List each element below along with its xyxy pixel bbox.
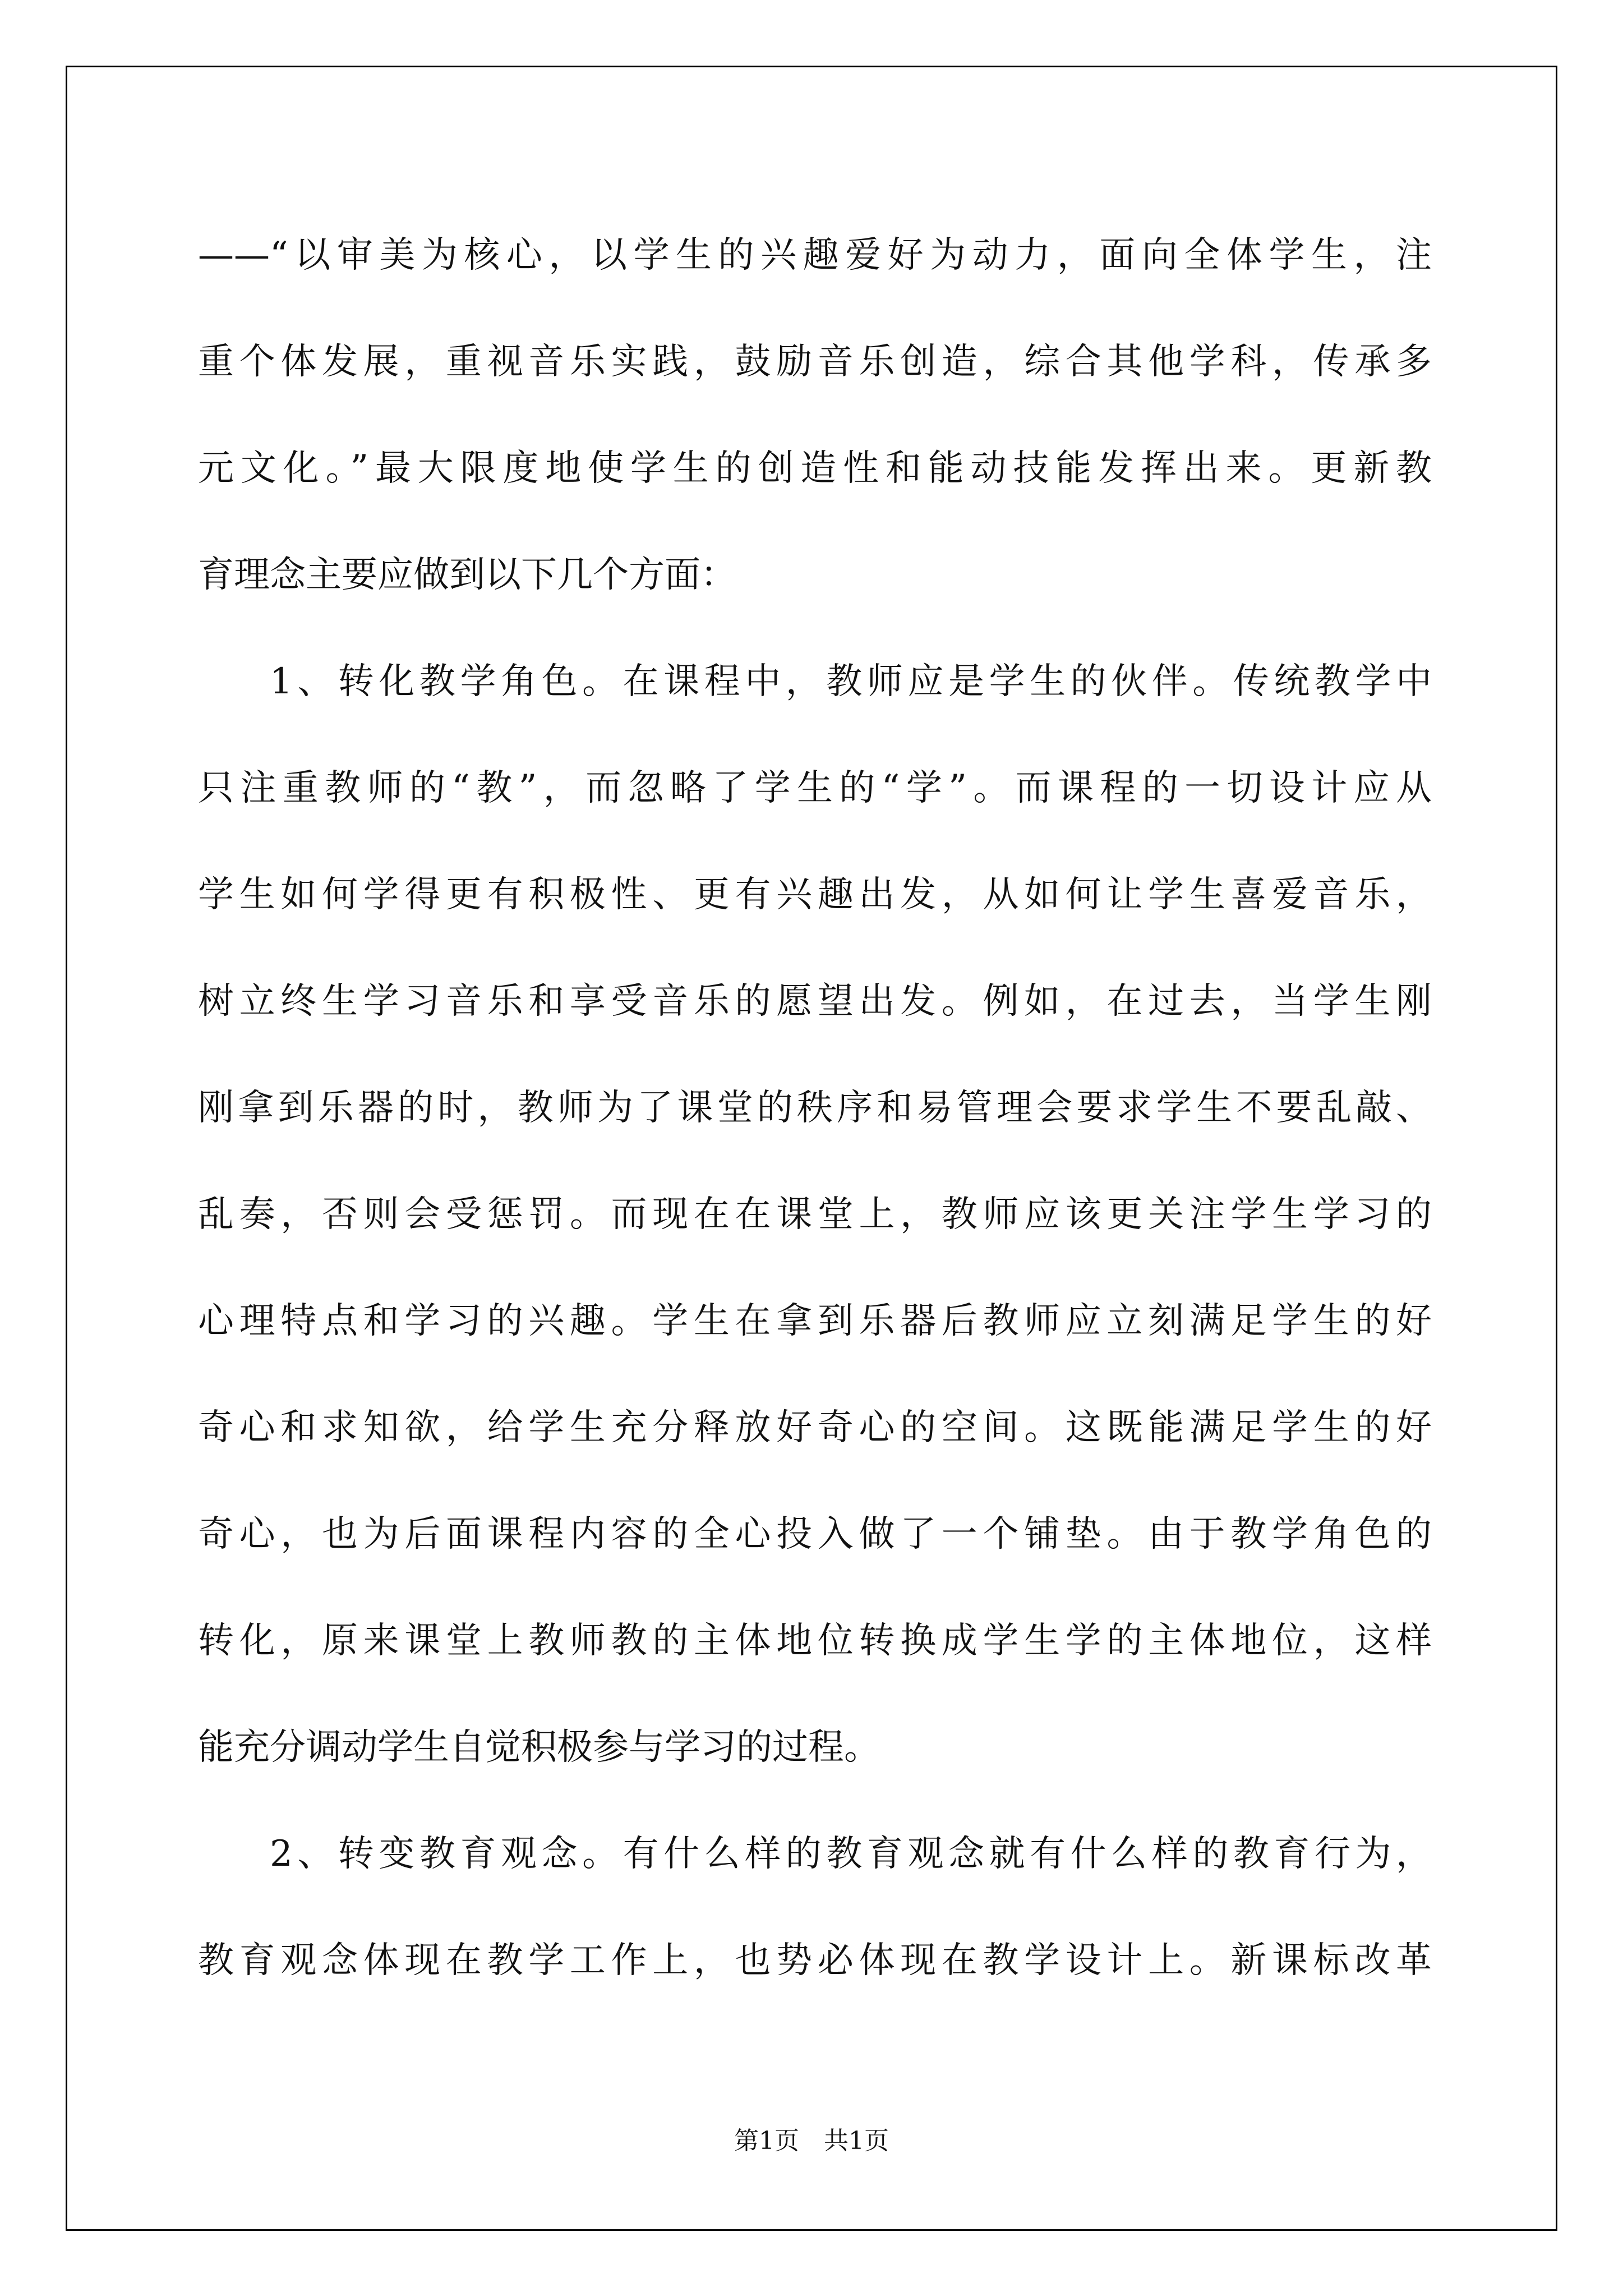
text-line: 刚拿到乐器的时，教师为了课堂的秩序和易管理会要求学生不要乱敲、 <box>198 1087 1432 1129</box>
paragraph-start-line: 2、转变教育观念。有什么样的教育观念就有什么样的教育行为， <box>270 1833 1432 1875</box>
text-line: ——“以审美为核心，以学生的兴趣爱好为动力，面向全体学生，注 <box>198 234 1432 276</box>
document-body <box>198 213 1432 2025</box>
text-line: 育理念主要应做到以下几个方面： <box>198 554 736 596</box>
text-line: 元文化。”最大限度地使学生的创造性和能动技能发挥出来。更新教 <box>198 448 1432 489</box>
paragraph-start-line: 1、转化教学角色。在课程中，教师应是学生的伙伴。传统教学中 <box>270 661 1432 702</box>
page-footer: 第1页 共1页 <box>734 2127 889 2155</box>
text-line: 奇心和求知欲，给学生充分释放好奇心的空间。这既能满足学生的好 <box>198 1407 1432 1448</box>
text-line: 树立终生学习音乐和享受音乐的愿望出发。例如，在过去，当学生刚 <box>198 981 1432 1022</box>
text-line: 学生如何学得更有积极性、更有兴趣出发，从如何让学生喜爱音乐， <box>198 874 1432 915</box>
text-line: 转化，原来课堂上教师教的主体地位转换成学生学的主体地位，这样 <box>198 1620 1432 1662</box>
text-line: 乱奏，否则会受惩罚。而现在在课堂上，教师应该更关注学生学习的 <box>198 1194 1432 1235</box>
text-line: 能充分调动学生自觉积极参与学习的过程。 <box>198 1727 880 1768</box>
text-line: 教育观念体现在教学工作上，也势必体现在教学设计上。新课标改革 <box>198 1940 1432 1981</box>
text-line: 重个体发展，重视音乐实践，鼓励音乐创造，综合其他学科，传承多 <box>198 341 1432 383</box>
text-line: 心理特点和学习的兴趣。学生在拿到乐器后教师应立刻满足学生的好 <box>198 1300 1432 1342</box>
text-line: 奇心，也为后面课程内容的全心投入做了一个铺垫。由于教学角色的 <box>198 1513 1432 1555</box>
text-line: 只注重教师的“教”，而忽略了学生的“学”。而课程的一切设计应从 <box>198 767 1432 809</box>
